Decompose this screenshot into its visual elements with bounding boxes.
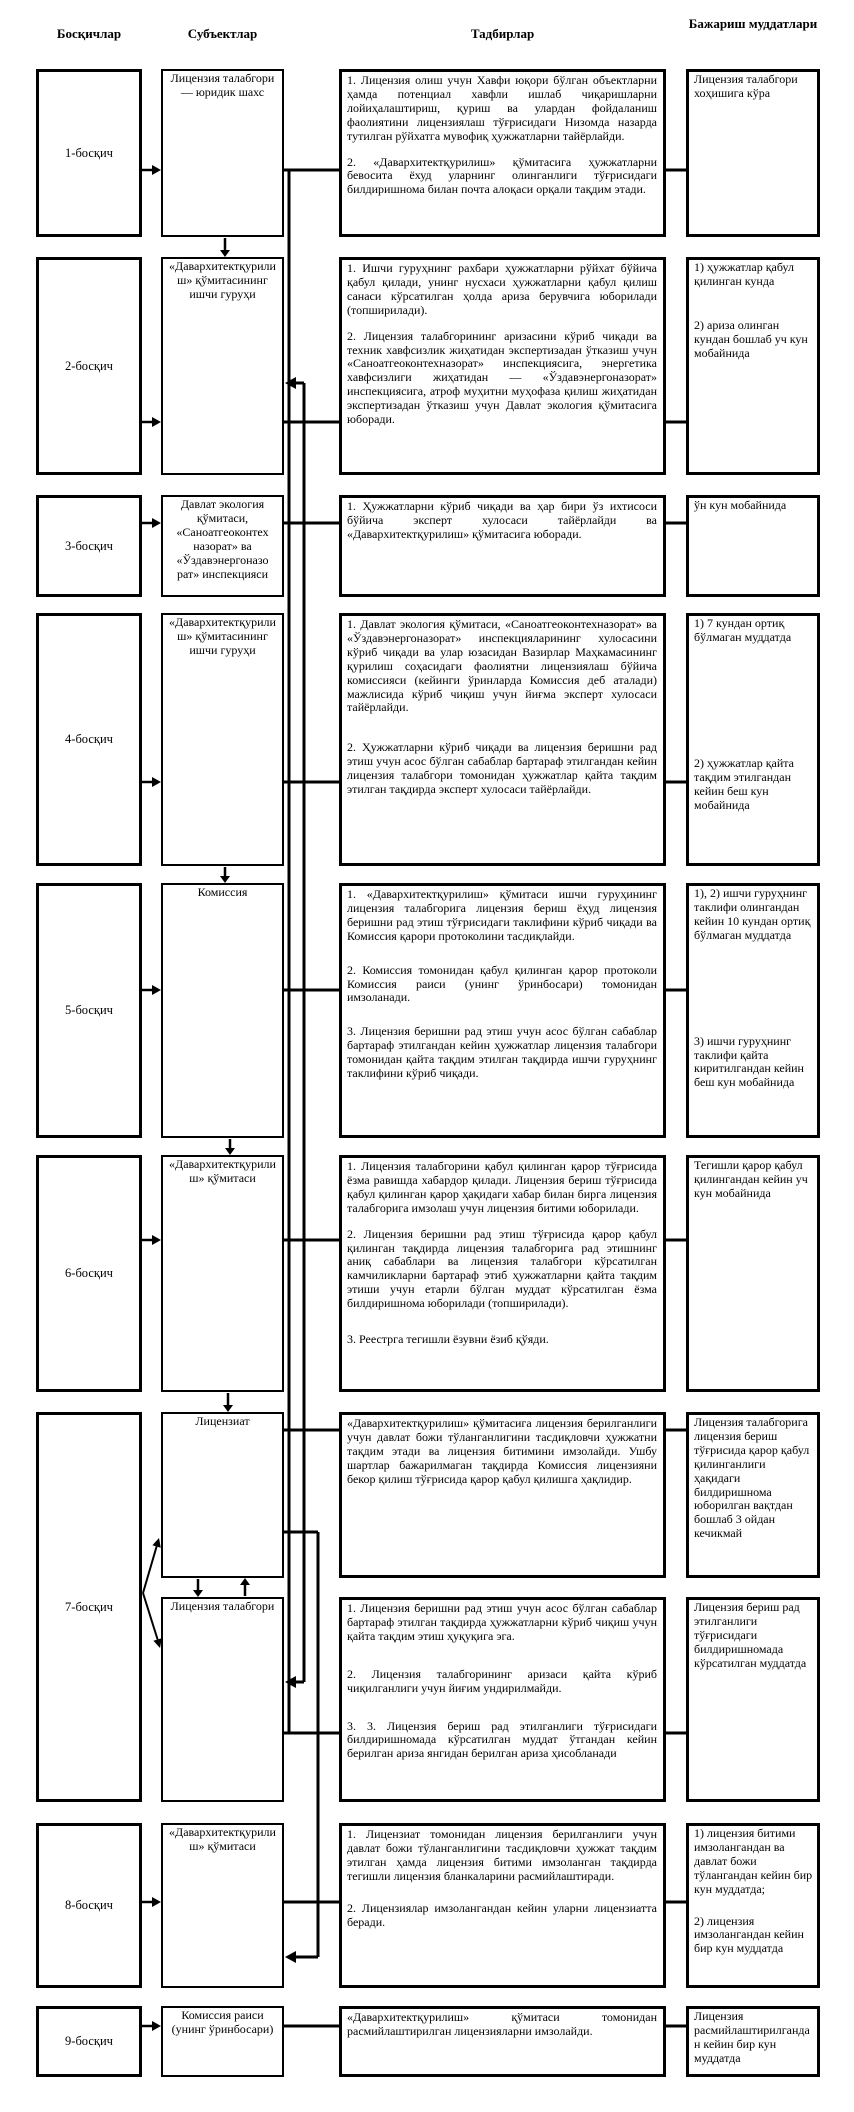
stage-1-label: 1-босқич [65, 145, 113, 160]
column-header-actions: Тадбирлар [470, 26, 535, 41]
action-paragraph: 2. Лицензия талабгорининг аризасини кўриб чиқади ва техник хавфсизлик жиҳатидан экспертизадан ўтказиш учун «Саноатгеоконтехназорат» инспекциясига, энергетика хавфсизлиги жиҳатидан — «Ўздавэнергоназорат» инспекциясига, атроф муҳитни муҳофаза қилиш жиҳатидан экспертизадан ўтказиш учун Давлат экология қўмитасига юборади. [347, 328, 657, 427]
action-paragraph: 3. 3. Лицензия бериш рад этилганлиги тўғрисидаги билдиришномада кўрсатилган муддат ўтгандан кейин берилган ариза янгидан берилган ариза ҳисобланади [347, 1718, 657, 1761]
stage-2-label: 2-босқич [65, 358, 113, 373]
deadline-item: 2) ариза олинган кундан бошлаб уч кун мобайнида [694, 317, 808, 360]
action-4-box [339, 613, 666, 866]
subject-3-box [161, 495, 284, 597]
deadline-item: 2) лицензия имзолангандан кейин бир кун муддатда [694, 1913, 804, 1956]
action-paragraph: 2. Ҳужжатларни кўриб чиқади ва лицензия беришни рад этиш учун асос бўлган сабаблар бартараф этилгандан кейин лицензия талабгори томонидан ҳужжатлар қайта тақдим этилган тақдирда эксперт хулосаси тайёрлайди. [347, 740, 657, 797]
action-paragraph: 1. Лицензия талабгорини қабул қилинган қарор тўғрисида ёзма равишда хабардор қилади. Лицензия бериш тўғрисида қабул қилинган қарор ҳақидаги хабар билан бирга лицензия талабгорига имзолаш учун лицензия битими юборилади. [347, 1159, 657, 1215]
action-paragraph: 2. Лицензия беришни рад этиш тўғрисида қарор қабул қилинган тақдирда лицензия талабгорига рад этишнинг аниқ сабаблари ва лицензия талабгори кўрсатилган камчиликларни бартараф этиб ҳужжатларни қайта тақдим этиши учун етарли бўлган муддат кўрсатилган ёзма билдиришнома юборилади (топширилади). [347, 1226, 657, 1311]
subject-7b-box [161, 1597, 284, 1802]
subject-4-box [161, 613, 284, 866]
action-paragraph: 2. Лицензия талабгорининг аризаси қайта кўриб чиқилганлиги учун йиғим ундирилмайди. [347, 1666, 657, 1695]
action-7a-box [339, 1412, 666, 1578]
stage-9-label: 9-босқич [65, 2034, 113, 2049]
deadline-7a-box [686, 1412, 820, 1578]
subject-9-label: Комиссия раиси (унинг ўринбосари) [171, 2008, 274, 2036]
deadline-3-box [686, 495, 820, 597]
action-paragraph: 1. «Давархитектқурилиш» қўмитаси ишчи гуруҳининг лицензия талабгорига лицензия бериш ёҳуд лицензия беришни рад этиш тўғрисидаги таклифини кўриб чиқади ва Комиссия қарори протоколини тасдиқлайди. [347, 887, 657, 943]
stage-6-box [36, 1155, 142, 1392]
action-paragraph: 3. Реестрга тегишли ёзувни ёзиб қўяди. [347, 1332, 549, 1347]
stage-7-label: 7-босқич [65, 1599, 113, 1614]
stage-5-box [36, 883, 142, 1138]
action-paragraph: «Давархитектқурилиш» қўмитаси томонидан расмийлаштирилган лицензияларни имзолайди. [347, 2010, 657, 2038]
subject-1-box [161, 69, 284, 237]
deadline-item: Лицензия талабгорига лицензия бериш тўғрисида қарор қабул қилинганлиги ҳақидаги билдиришнома юборилган вақтдан бошлаб 3 ойдан кечикмай [694, 1415, 810, 1541]
column-header-deadlines: Бажариш муддатлари [688, 16, 818, 31]
deadline-5-box [686, 883, 820, 1138]
subject-9-box [161, 2006, 284, 2077]
action-3-box [339, 495, 666, 597]
stage-3-box [36, 495, 142, 597]
action-paragraph: 1. Лицензия беришни рад этиш учун асос бўлган сабаблар бартараф этилган тақдирда ҳужжатларни кўриб чиқиш учун қайта тақдим этиш ҳуқуқига эга. [347, 1601, 657, 1643]
action-paragraph: 3. Лицензия беришни рад этиш учун асос бўлган сабаблар бартараф этилгандан кейин ҳужжатлар лицензия талабгори томонидан қайта тақдим этилган тақдирда ишчи гуруҳнинг таклифини кўриб чиқади. [347, 1024, 657, 1081]
column-header-stages: Босқичлар [56, 26, 122, 41]
action-paragraph: 2. Лицензиялар имзолангандан кейин уларни лицензиатта беради. [347, 1900, 657, 1929]
deadline-7b-box [686, 1597, 820, 1802]
deadline-item: Лицензия талабгори хоҳишига кўра [694, 72, 798, 100]
stage-4-box [36, 613, 142, 866]
subject-2-box [161, 257, 284, 475]
deadline-8-box [686, 1823, 820, 1988]
subject-2-label: «Давархитектқурилиш» қўмитасининг ишчи гуруҳи [169, 259, 276, 301]
action-paragraph: 1. Ҳужжатларни кўриб чиқади ва ҳар бири ўз ихтисоси бўйича эксперт хулосаси тайёрлайди ва «Давархитектқурилиш» қўмитасига юборади. [347, 499, 657, 541]
subject-7a-label: Лицензиат [195, 1414, 250, 1428]
deadline-item: 1) ҳужжатлар қабул қилинган кунда [694, 260, 794, 288]
subject-1-label: Лицензия талабгори — юридик шахс [170, 71, 275, 99]
deadline-1-box [686, 69, 820, 237]
action-paragraph: 1. Давлат экология қўмитаси, «Саноатгеоконтехназорат» ва «Ўздавэнергоназорат» инспекцияларининг хулосасини кўриб чиқади ва улар юзасидан Вазирлар Маҳкамасининг қурилиш соҳасидаги фаолиятни лицензиялаш бўйича комиссияси (кейинги ўринларда Комиссия деб аталади) мажлисида кўриб чиқиш учун йиғма эксперт хулосаси тайёрлайди. [347, 617, 657, 715]
subject-5-label: Комиссия [197, 885, 248, 899]
stage-2-box [36, 257, 142, 475]
deadline-2-box [686, 257, 820, 475]
subject-6-label: «Давархитектқурилиш» қўмитаси [169, 1157, 276, 1185]
action-5-box [339, 883, 666, 1138]
action-paragraph: 1. Лицензиат томонидан лицензия берилганлиги учун давлат божи тўланганлигини тасдиқловчи ҳужжат тақдим этилган ҳамда лицензия битими имзоланган тақдирда тегишли лицензия бланкаларини расмийлаштиради. [347, 1827, 657, 1883]
deadline-item: 1) лицензия битими имзолангандан ва давлат божи тўлангандан кейин бир кун муддатда; [694, 1826, 813, 1896]
stage-5-label: 5-босқич [65, 1003, 113, 1018]
subject-6-box [161, 1155, 284, 1392]
subject-7b-label: Лицензия талабгори [170, 1599, 275, 1613]
action-8-box [339, 1823, 666, 1988]
stage-9-box [36, 2006, 142, 2077]
deadline-item: ўн кун мобайнида [694, 498, 787, 512]
subject-8-box [161, 1823, 284, 1988]
subject-4-label: «Давархитектқурилиш» қўмитасининг ишчи гуруҳи [169, 615, 276, 657]
action-7b-box [339, 1597, 666, 1802]
stage-3-label: 3-босқич [65, 538, 113, 553]
action-1-box [339, 69, 666, 237]
stage-8-box [36, 1823, 142, 1988]
deadline-item: Лицензия бериш рад этилганлиги тўғрисидаги билдиришномада кўрсатилган муддатда [694, 1600, 807, 1670]
action-paragraph: «Давархитектқурилиш» қўмитасига лицензия берилганлиги учун давлат божи тўланганлигини тасдиқловчи ҳужжатни тақдим этади ва лицензия битимини имзолайди. Ушбу шартлар бажарилмаган тақдирда Комиссия лицензияни бекор қилиш тўғрисида қарор қабул қилишга ҳақлидир. [347, 1416, 657, 1486]
subject-5-box [161, 883, 284, 1138]
deadline-9-box [686, 2006, 820, 2077]
subject-8-label: «Давархитектқурилиш» қўмитаси [169, 1825, 276, 1853]
stage-7-box [36, 1412, 142, 1802]
action-2-box [339, 257, 666, 475]
stage-4-label: 4-босқич [65, 732, 113, 747]
deadline-item: 2) ҳужжатлар қайта тақдим этилгандан кейин беш кун мобайнида [694, 755, 794, 812]
action-paragraph: 1. Ишчи гуруҳнинг рахбари ҳужжатларни рўйхат бўйича қабул қилади, унинг нусхаси ҳужжатларни қабул қилиш санаси кўрсатилган ҳолда ариза берувчига юборилади (топширилади). [347, 261, 657, 317]
deadline-item: Лицензия расмийлаштирилгандан кейин бир кун муддатда [694, 2009, 810, 2065]
column-header-subjects: Субъектлар [187, 26, 258, 41]
stage-6-label: 6-босқич [65, 1266, 113, 1281]
deadline-item: Тегишли қарор қабул қилингандан кейин уч кун мобайнида [694, 1158, 808, 1200]
subject-3-label: Давлат экология қўмитаси, «Саноатгеоконтех назорат» ва «Ўздавэнергоназо рат» инспекцияси [176, 497, 269, 581]
deadline-item: 1) 7 кундан ортиқ бўлмаган муддатда [694, 616, 792, 644]
stage-1-box [36, 69, 142, 237]
action-paragraph: 2. «Давархитектқурилиш» қўмитасига ҳужжатларни бевосита ёхуд уларнинг олинганлиги тўғрисидаги билдиришнома билан почта алоқаси орқали тақдим этади. [347, 154, 657, 197]
deadline-item: 3) ишчи гуруҳнинг таклифи қайта киритилгандан кейин беш кун мобайнида [694, 1033, 804, 1090]
stage-8-label: 8-босқич [65, 1898, 113, 1913]
subject-7a-box [161, 1412, 284, 1578]
action-9-box [339, 2006, 666, 2077]
deadline-item: 1), 2) ишчи гуруҳнинг таклифи олингандан кейин 10 кундан ортиқ бўлмаган муддатда [694, 886, 811, 942]
action-6-box [339, 1155, 666, 1392]
deadline-6-box [686, 1155, 820, 1392]
action-paragraph: 1. Лицензия олиш учун Хавфи юқори бўлган объектларни ҳамда потенциал хавфли ишлаб чиқаришларни лойиҳалаштириш, қуриш ва улардан фойдаланиш фаолиятини лицензиялаш тўғрисидаги Низомда назарда тутилган рўйхатга мувофиқ ҳужжатларни тайёрлайди. [347, 73, 657, 143]
action-paragraph: 2. Комиссия томонидан қабул қилинган қарор протоколи Комиссия раиси (унинг ўринбосари) томонидан имзоланади. [347, 962, 657, 1005]
deadline-4-box [686, 613, 820, 866]
